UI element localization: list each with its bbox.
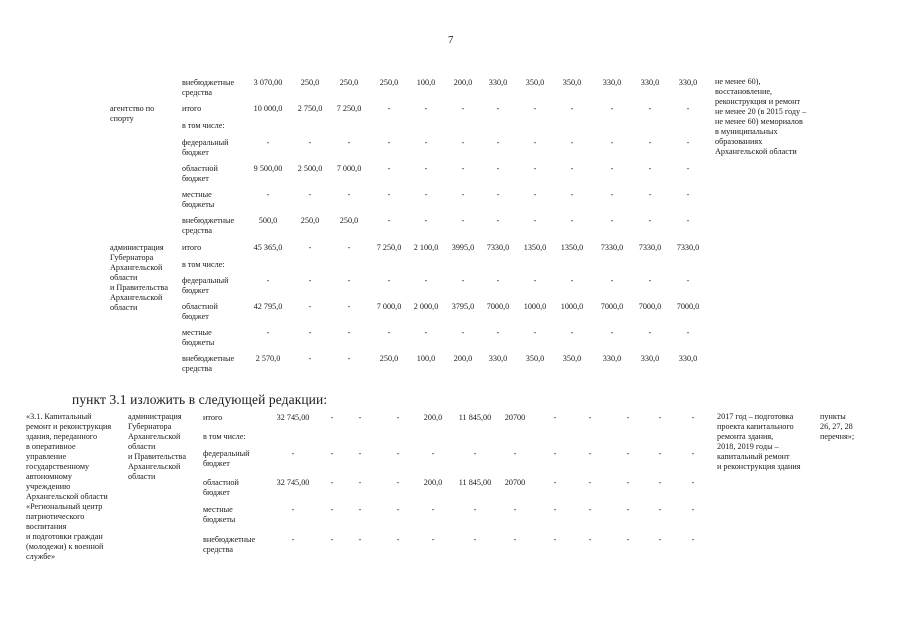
expected-result-note: не менее 60), восстановление, реконструкция и ремонт не менее 20 (в 2015 году – не менее 60) мемориалов в муниципальных образованиях Архангельской области — [715, 77, 807, 156]
continued-table-cell: 1000,0 — [523, 302, 547, 311]
new-table-cell: - — [431, 505, 435, 514]
new-table-row-label: итого — [203, 413, 223, 422]
new-table-cell: - — [513, 449, 517, 458]
section-heading: пункт 3.1 изложить в следующей редакции: — [72, 392, 328, 407]
continued-table-cell: 7330,0 — [638, 243, 662, 252]
continued-table-cell: - — [308, 354, 312, 363]
new-table-row-label: внебюджетные средства — [203, 535, 256, 554]
plan-links: пункты 26, 27, 28 перечня»; — [820, 412, 855, 441]
new-table-cell: - — [626, 449, 630, 458]
new-table-cell: - — [588, 449, 592, 458]
continued-table-cell: - — [266, 190, 270, 199]
continued-table-cell: - — [387, 164, 391, 173]
continued-table-cell: 330,0 — [488, 78, 508, 87]
continued-table-cell: - — [686, 164, 690, 173]
continued-table-row-label: внебюджетные средства — [182, 354, 235, 373]
continued-table-row-label: внебюджетные средства — [182, 216, 235, 235]
continued-table-cell: 7000,0 — [600, 302, 624, 311]
continued-table-cell: - — [610, 276, 614, 285]
continued-table-cell: - — [461, 164, 465, 173]
new-table-cell: - — [330, 478, 334, 487]
new-table-cell: - — [588, 478, 592, 487]
continued-table-cell: - — [347, 354, 351, 363]
new-table-cell: 200,0 — [423, 413, 443, 422]
continued-table-cell: - — [308, 243, 312, 252]
continued-table-cell: - — [648, 276, 652, 285]
new-table-cell: - — [291, 535, 295, 544]
continued-table-cell: - — [461, 190, 465, 199]
continued-table-cell: - — [533, 104, 537, 113]
new-table-cell: - — [658, 505, 662, 514]
continued-table-cell: - — [461, 276, 465, 285]
continued-table-cell: - — [648, 190, 652, 199]
new-table-cell: - — [658, 413, 662, 422]
continued-table-cell: - — [648, 328, 652, 337]
new-table-cell: 32 745,00 — [276, 478, 310, 487]
new-table-cell: - — [358, 535, 362, 544]
continued-table-cell: - — [424, 104, 428, 113]
continued-table-cell: - — [648, 216, 652, 225]
continued-table-cell: 250,0 — [300, 216, 320, 225]
continued-table-cell: 1350,0 — [560, 243, 584, 252]
continued-table-row-label: итого — [182, 104, 202, 113]
continued-table-row-label: итого — [182, 243, 202, 252]
continued-table-cell: - — [533, 276, 537, 285]
continued-table-cell: - — [686, 216, 690, 225]
executor-name: администрация Губернатора Архангельской области и Правительства Архангельской области — [128, 412, 186, 481]
continued-table-cell: - — [686, 276, 690, 285]
continued-table-cell: 7 250,0 — [376, 243, 402, 252]
new-table-row-label: местные бюджеты — [203, 505, 236, 524]
continued-table-cell: - — [648, 138, 652, 147]
new-table-cell: 20700 — [504, 478, 526, 487]
new-table-cell: 11 845,00 — [458, 413, 492, 422]
continued-table-cell: 7 000,0 — [376, 302, 402, 311]
continued-table-cell: 2 000,0 — [413, 302, 439, 311]
continued-table-cell: - — [461, 216, 465, 225]
continued-table-cell: - — [686, 328, 690, 337]
continued-table-cell: - — [461, 138, 465, 147]
continued-table-cell: 350,0 — [525, 354, 545, 363]
continued-table-cell: 330,0 — [640, 78, 660, 87]
continued-table-cell: 250,0 — [379, 354, 399, 363]
continued-table-row-label: федеральный бюджет — [182, 138, 229, 157]
new-table-cell: - — [358, 478, 362, 487]
continued-table-cell: - — [570, 190, 574, 199]
continued-table-cell: 330,0 — [678, 354, 698, 363]
continued-table-cell: - — [308, 276, 312, 285]
continued-table-cell: - — [387, 276, 391, 285]
new-table-cell: - — [691, 505, 695, 514]
continued-table-cell: 200,0 — [453, 354, 473, 363]
continued-table-cell: - — [424, 190, 428, 199]
new-table-cell: 32 745,00 — [276, 413, 310, 422]
continued-table-cell: 7000,0 — [638, 302, 662, 311]
activity-description: «3.1. Капитальный ремонт и реконструкция здания, переданного в оперативное управление государственному автономному учреждению Архангельской области «Региональный центр патриотического воспитания и подготовки граждан (молодежи) к военной службе» — [26, 412, 112, 561]
continued-table-cell: 2 100,0 — [413, 243, 439, 252]
new-table-cell: - — [626, 535, 630, 544]
continued-table-cell: 45 365,0 — [253, 243, 283, 252]
continued-table-cell: 10 000,0 — [253, 104, 283, 113]
new-table-cell: - — [553, 449, 557, 458]
continued-table-cell: - — [387, 104, 391, 113]
continued-table-cell: 7330,0 — [486, 243, 510, 252]
new-table-cell: - — [513, 505, 517, 514]
new-table-cell: - — [396, 535, 400, 544]
continued-table-cell: - — [570, 216, 574, 225]
new-table-cell: - — [588, 535, 592, 544]
continued-table-cell: 7330,0 — [600, 243, 624, 252]
continued-table-cell: 7330,0 — [676, 243, 700, 252]
new-table-cell: 11 845,00 — [458, 478, 492, 487]
continued-table-row-label: областной бюджет — [182, 302, 218, 321]
new-table-cell: - — [396, 505, 400, 514]
continued-table-cell: - — [266, 138, 270, 147]
continued-table-cell: 3795,0 — [451, 302, 475, 311]
continued-table-cell: 500,0 — [258, 216, 278, 225]
continued-table-cell: - — [533, 164, 537, 173]
continued-table-cell: 100,0 — [416, 78, 436, 87]
continued-table-cell: 250,0 — [339, 78, 359, 87]
continued-table-cell: 100,0 — [416, 354, 436, 363]
continued-table-row-label: местные бюджеты — [182, 190, 215, 209]
continued-table-cell: - — [266, 276, 270, 285]
new-table-cell: - — [658, 535, 662, 544]
continued-table-cell: - — [533, 138, 537, 147]
continued-table-cell: - — [610, 164, 614, 173]
new-table-cell: - — [658, 449, 662, 458]
new-table-cell: - — [513, 535, 517, 544]
continued-table-cell: - — [610, 104, 614, 113]
continued-table-cell: 250,0 — [379, 78, 399, 87]
continued-table-cell: - — [648, 164, 652, 173]
continued-table-row-label: в том числе: — [182, 121, 225, 130]
new-table-cell: - — [330, 413, 334, 422]
continued-table-cell: - — [347, 243, 351, 252]
executor-sport-agency: агентство по спорту — [110, 104, 155, 123]
continued-table-cell: - — [570, 104, 574, 113]
continued-table-cell: - — [533, 328, 537, 337]
continued-table-cell: - — [686, 104, 690, 113]
new-table-cell: - — [626, 505, 630, 514]
continued-table-cell: 350,0 — [562, 354, 582, 363]
new-table-cell: - — [691, 478, 695, 487]
expected-result: 2017 год – подготовка проекта капитального ремонта здания, 2018, 2019 годы – капитальный ремонт и реконструкция здания — [717, 412, 801, 471]
continued-table-cell: - — [266, 328, 270, 337]
continued-table-cell: - — [347, 190, 351, 199]
new-table-cell: - — [553, 535, 557, 544]
continued-table-cell: - — [533, 216, 537, 225]
continued-table-cell: - — [461, 328, 465, 337]
new-table-cell: 20700 — [504, 413, 526, 422]
continued-table-cell: - — [648, 104, 652, 113]
continued-table-cell: 2 570,0 — [255, 354, 281, 363]
continued-table-cell: - — [496, 276, 500, 285]
new-table-row-label: в том числе: — [203, 432, 246, 441]
continued-table-cell: 7 000,0 — [336, 164, 362, 173]
new-table-row-label: федеральный бюджет — [203, 449, 250, 468]
continued-table-cell: - — [686, 138, 690, 147]
new-table-cell: - — [553, 413, 557, 422]
continued-table-cell: - — [424, 328, 428, 337]
new-table-cell: - — [626, 413, 630, 422]
new-table-cell: 200,0 — [423, 478, 443, 487]
continued-table-cell: - — [347, 328, 351, 337]
continued-table-cell: 7 250,0 — [336, 104, 362, 113]
continued-table-cell: - — [610, 216, 614, 225]
continued-table-cell: - — [308, 302, 312, 311]
continued-table-row-label: в том числе: — [182, 260, 225, 269]
continued-table-cell: - — [570, 328, 574, 337]
continued-table-cell: - — [610, 328, 614, 337]
continued-table-cell: 2 500,0 — [297, 164, 323, 173]
continued-table-row-label: областной бюджет — [182, 164, 218, 183]
continued-table-cell: 350,0 — [525, 78, 545, 87]
continued-table-cell: 42 795,0 — [253, 302, 283, 311]
continued-table-cell: - — [308, 190, 312, 199]
continued-table-cell: - — [347, 302, 351, 311]
continued-table-cell: - — [610, 190, 614, 199]
new-table-cell: - — [691, 535, 695, 544]
new-table-cell: - — [553, 505, 557, 514]
new-table-cell: - — [291, 449, 295, 458]
continued-table-cell: 3995,0 — [451, 243, 475, 252]
continued-table-cell: 330,0 — [640, 354, 660, 363]
continued-table-cell: - — [570, 164, 574, 173]
continued-table-cell: - — [610, 138, 614, 147]
new-table-cell: - — [396, 413, 400, 422]
new-table-cell: - — [691, 449, 695, 458]
continued-table-cell: 2 750,0 — [297, 104, 323, 113]
continued-table-cell: - — [347, 276, 351, 285]
continued-table-cell: - — [533, 190, 537, 199]
continued-table-cell: 330,0 — [602, 78, 622, 87]
continued-table-cell: 330,0 — [602, 354, 622, 363]
new-table-cell: - — [330, 535, 334, 544]
new-table-row-label: областной бюджет — [203, 478, 239, 497]
continued-table-cell: - — [387, 328, 391, 337]
continued-table-cell: - — [496, 104, 500, 113]
continued-table-cell: - — [387, 216, 391, 225]
new-table-cell: - — [396, 478, 400, 487]
continued-table-cell: 1350,0 — [523, 243, 547, 252]
continued-table-cell: 7000,0 — [486, 302, 510, 311]
new-table-cell: - — [473, 505, 477, 514]
continued-table-cell: - — [686, 190, 690, 199]
continued-table-cell: 9 500,00 — [253, 164, 283, 173]
new-table-cell: - — [291, 505, 295, 514]
continued-table-cell: - — [496, 190, 500, 199]
new-table-cell: - — [396, 449, 400, 458]
continued-table-cell: - — [424, 276, 428, 285]
continued-table-cell: - — [387, 190, 391, 199]
executor-governor-administration: администрация Губернатора Архангельской области и Правительства Архангельской области — [110, 243, 168, 312]
continued-table-cell: 330,0 — [488, 354, 508, 363]
continued-table-row-label: федеральный бюджет — [182, 276, 229, 295]
continued-table-cell: 250,0 — [339, 216, 359, 225]
continued-table-cell: 330,0 — [678, 78, 698, 87]
continued-table-cell: - — [570, 276, 574, 285]
new-table-cell: - — [431, 535, 435, 544]
new-table-cell: - — [431, 449, 435, 458]
new-table-cell: - — [473, 449, 477, 458]
continued-table-cell: - — [387, 138, 391, 147]
continued-table-cell: 200,0 — [453, 78, 473, 87]
new-table-cell: - — [358, 505, 362, 514]
continued-table-cell: - — [308, 328, 312, 337]
new-table-cell: - — [626, 478, 630, 487]
page-number: 7 — [448, 34, 454, 46]
new-table-cell: - — [588, 413, 592, 422]
continued-table-row-label: местные бюджеты — [182, 328, 215, 347]
continued-table-cell: - — [496, 216, 500, 225]
continued-table-cell: - — [424, 164, 428, 173]
new-table-cell: - — [553, 478, 557, 487]
new-table-cell: - — [588, 505, 592, 514]
continued-table-cell: - — [496, 164, 500, 173]
continued-table-cell: - — [308, 138, 312, 147]
new-table-cell: - — [330, 449, 334, 458]
continued-table-cell: - — [570, 138, 574, 147]
continued-table-cell: - — [496, 328, 500, 337]
continued-table-cell: - — [461, 104, 465, 113]
new-table-cell: - — [658, 478, 662, 487]
continued-table-cell: 3 070,00 — [253, 78, 283, 87]
continued-table-cell: - — [496, 138, 500, 147]
continued-table-cell: 7000,0 — [676, 302, 700, 311]
new-table-cell: - — [358, 449, 362, 458]
continued-table-row-label: внебюджетные средства — [182, 78, 235, 97]
continued-table-cell: 350,0 — [562, 78, 582, 87]
new-table-cell: - — [358, 413, 362, 422]
new-table-cell: - — [330, 505, 334, 514]
continued-table-cell: 1000,0 — [560, 302, 584, 311]
continued-table-cell: - — [347, 138, 351, 147]
new-table-cell: - — [691, 413, 695, 422]
continued-table-cell: - — [424, 216, 428, 225]
continued-table-cell: - — [424, 138, 428, 147]
continued-table-cell: 250,0 — [300, 78, 320, 87]
new-table-cell: - — [473, 535, 477, 544]
